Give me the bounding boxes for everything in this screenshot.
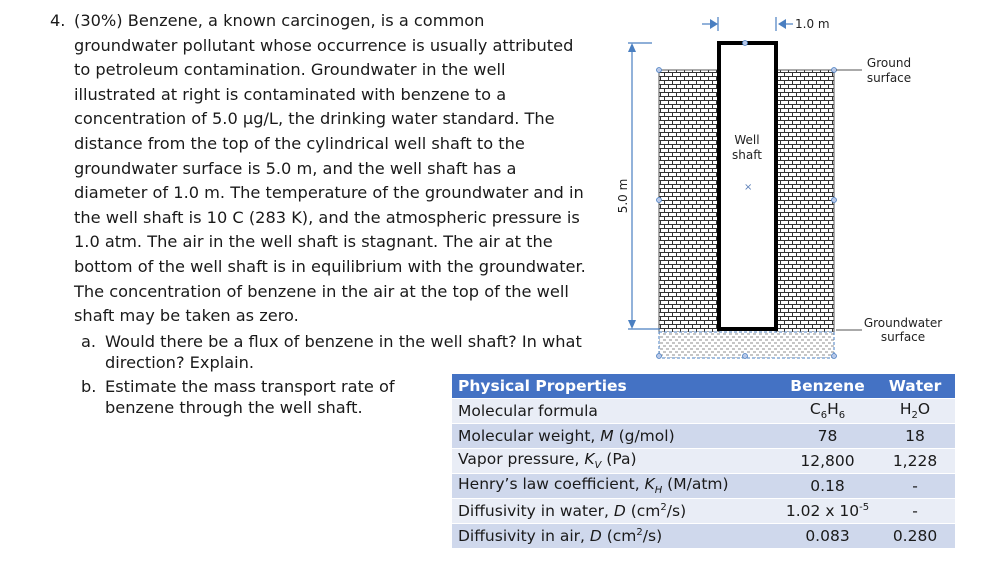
water-diffusivity-air: 0.280	[875, 524, 955, 549]
depth-label: 5.0 m	[616, 178, 630, 214]
row-vapor-pressure: Vapor pressure, $K_V$ (Pa)	[452, 449, 780, 474]
benzene-formula: $C_6H_6$	[780, 399, 875, 424]
table-header-row	[452, 374, 955, 399]
benzene-vapor-pressure: 12,800	[780, 449, 875, 474]
benzene-diffusivity-air: 0.083	[780, 524, 875, 549]
table-row	[452, 399, 955, 424]
shaft-center-marker: ×	[744, 182, 753, 193]
problem-number: 4.	[50, 11, 66, 30]
table-row	[452, 474, 955, 499]
row-molecular-formula: Molecular formula	[452, 399, 780, 424]
benzene-diffusivity-water: 1.02 x $10^{-5}$	[780, 499, 875, 524]
water-diffusivity-water: -	[875, 499, 955, 524]
table-row	[452, 449, 955, 474]
groundwater-surface-label-line2: surface	[880, 330, 926, 344]
ground-surface-label-line2: surface	[866, 71, 912, 85]
soil-right	[776, 70, 834, 332]
water-molecular-weight: 18	[875, 424, 955, 449]
physical-properties-table	[452, 374, 955, 548]
water-henrys-law: -	[875, 474, 955, 499]
table-row	[452, 499, 955, 524]
shaft-label-line1: Well	[734, 133, 760, 147]
table-row	[452, 524, 955, 549]
header-properties: Physical Properties	[452, 374, 780, 399]
shaft-label-line2: shaft	[732, 148, 762, 162]
diameter-dimension	[702, 17, 793, 31]
row-diffusivity-water: Diffusivity in water, D $(cm^2/s)$	[452, 499, 780, 524]
problem-body: (30%) Benzene, a known carcinogen, is a common groundwater pollutant whose occurrence is usually attributed to petroleum contamination. Groundwater in the well illustrated at right is contaminated with benzene to a concentration of 5.0 µg/L, the drinking water standard. The distance from the top of the cylindrical well shaft to the groundwater surface is 5.0 m, and the well shaft has a diameter of 1.0 m. The temperature of the groundwater and in the well shaft is 10 C (283 K), and the atmospheric pressure is 1.0 atm. The air in the well shaft is stagnant. The air at the bottom of the well shaft is in equilibrium with the groundwater. The concentration of benzene in the air at the top of the well shaft may be taken as zero.	[74, 11, 586, 326]
question-a-text: Would there be a flux of benzene in the well shaft? In what direction? Explain.	[105, 331, 582, 373]
row-molecular-weight: Molecular weight, M (g/mol)	[452, 424, 780, 449]
benzene-henrys-law: 0.18	[780, 474, 875, 499]
diameter-label: 1.0 m	[795, 17, 830, 31]
row-henrys-law: Henry’s law coefficient, $K_H$ (M/atm)	[452, 474, 780, 499]
benzene-molecular-weight: 78	[780, 424, 875, 449]
header-water: Water	[875, 374, 955, 399]
soil-left	[659, 70, 719, 332]
header-benzene: Benzene	[780, 374, 875, 399]
groundwater-surface-label-line1: Groundwater	[863, 316, 943, 330]
question-a-label: a.	[81, 331, 97, 351]
question-b-text: Estimate the mass transport rate of benzene through the well shaft.	[105, 376, 395, 418]
question-b-label: b.	[81, 376, 97, 396]
row-diffusivity-air: Diffusivity in air, D $(cm^2/s)$	[452, 524, 780, 549]
water-formula: $H_2O$	[875, 399, 955, 424]
question-b	[50, 376, 445, 419]
water-vapor-pressure: 1,228	[875, 449, 955, 474]
table-row	[452, 424, 955, 449]
ground-surface-label-line1: Ground	[866, 56, 912, 70]
